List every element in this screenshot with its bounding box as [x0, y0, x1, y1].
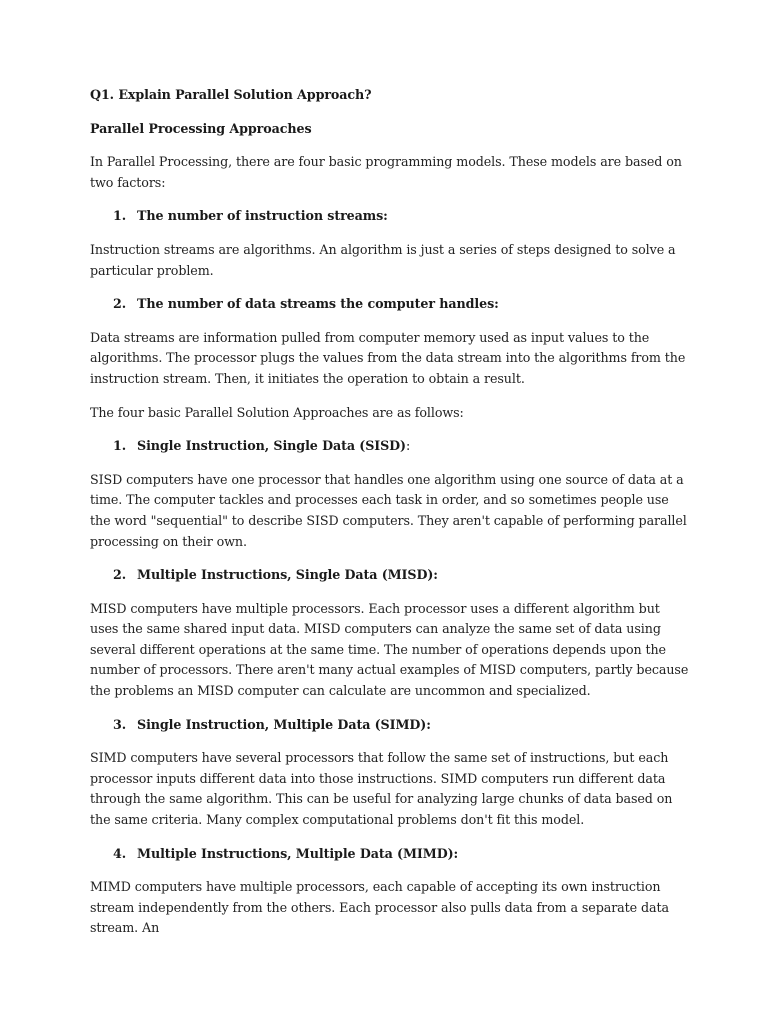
- factor-paragraph-1: Instruction streams are algorithms. An algorithm is just a series of steps designed to solve a particular problem.: [90, 241, 676, 278]
- approach-number: 1.: [113, 438, 127, 454]
- approach-number: 2.: [113, 567, 127, 583]
- factor-paragraph-2: Data streams are information pulled from computer memory used as input values to the algorithms. The processor plugs the values from the data stream into the algorithms from the instruction stream. Then, it initiates the operation to obtain a result.: [90, 329, 686, 386]
- approach-label: [137, 436, 410, 457]
- section-title: Parallel Processing Approaches: [90, 120, 312, 136]
- approaches-intro-paragraph: The four basic Parallel Solution Approaches are as follows:: [90, 404, 464, 420]
- approach-label: Single Instruction, Multiple Data (SIMD):: [137, 716, 431, 732]
- approach-paragraph-mimd: MIMD computers have multiple processors, each capable of accepting its own instruction stream independently from the others. Each processor also pulls data from a separate data stream. An: [90, 879, 669, 936]
- approach-label: Multiple Instructions, Multiple Data (MIMD):: [137, 845, 459, 861]
- approach-number: 3.: [113, 716, 127, 732]
- approach-heading-sisd: [90, 436, 690, 457]
- approach-label: Multiple Instructions, Single Data (MISD):: [137, 567, 438, 583]
- approach-heading-simd: [90, 715, 690, 736]
- approach-paragraph-sisd: SISD computers have one processor that handles one algorithm using one source of data at a time. The computer tackles and processes each task in order, and so sometimes people use the word "sequential" to describe SISD computers. They aren't capable of performing parallel processing on their own.: [90, 471, 687, 549]
- approach-heading-misd: [90, 565, 690, 586]
- intro-paragraph: In Parallel Processing, there are four basic programming models. These models are based on two factors:: [90, 154, 682, 190]
- factor-heading-2: [90, 294, 690, 315]
- approach-label-suffix: :: [405, 438, 411, 454]
- approach-heading-mimd: [90, 844, 690, 865]
- factor-number: 1.: [113, 208, 127, 224]
- factor-number: 2.: [113, 296, 127, 312]
- factor-label: The number of data streams the computer handles:: [137, 296, 499, 312]
- factor-label: The number of instruction streams:: [137, 208, 388, 224]
- approach-number: 4.: [113, 845, 127, 861]
- question-title: Q1. Explain Parallel Solution Approach?: [90, 87, 372, 102]
- approach-label-text: Single Instruction, Single Data (SISD): [137, 438, 406, 454]
- document-body: [90, 85, 690, 952]
- approach-paragraph-simd: SIMD computers have several processors that follow the same set of instructions, but each processor inputs different data into those instructions. SIMD computers run different data through the same algorithm. This can be useful for analyzing large chunks of data based on the same criteria. Many complex computational problems don't fit this model.: [90, 750, 673, 828]
- approach-paragraph-misd: MISD computers have multiple processors. Each processor uses a different algorithm but uses the same shared input data. MISD computers can analyze the same set of data using several different operations at the same time. The number of operations depends upon the number of processors. There aren't many actual examples of MISD computers, partly because the problems an MISD computer can calculate are uncommon and specialized.: [90, 600, 689, 699]
- factor-heading-1: [90, 206, 690, 227]
